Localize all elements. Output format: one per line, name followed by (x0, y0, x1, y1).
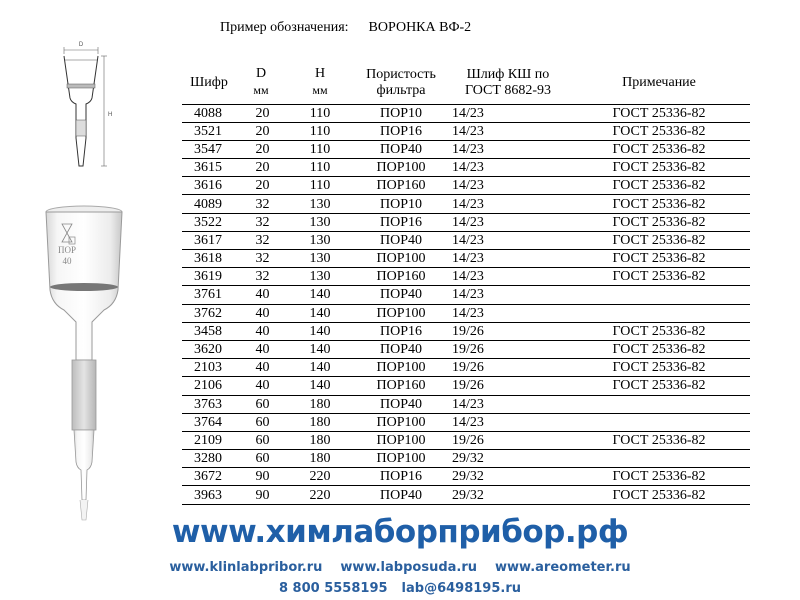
cell-por: ПОР40 (354, 231, 448, 249)
cell-por: ПОР100 (354, 159, 448, 177)
cell-code: 3618 (182, 250, 236, 268)
link-labposuda[interactable]: www.labposuda.ru (340, 560, 478, 575)
cell-code: 4088 (182, 104, 236, 122)
header-porosity-line1: Пористость (366, 66, 436, 82)
cell-h: 220 (286, 468, 354, 486)
cell-por: ПОР16 (354, 213, 448, 231)
example-designation (220, 20, 471, 36)
cell-joint: 19/26 (448, 340, 568, 358)
cell-por: ПОР100 (354, 431, 448, 449)
cell-por: ПОР160 (354, 177, 448, 195)
cell-code: 3620 (182, 340, 236, 358)
cell-d: 32 (236, 268, 286, 286)
cell-por: ПОР16 (354, 322, 448, 340)
cell-code: 2103 (182, 359, 236, 377)
header-h (286, 62, 354, 104)
cell-code: 3619 (182, 268, 236, 286)
table-row (182, 322, 750, 340)
cell-note: ГОСТ 25336-82 (568, 340, 750, 358)
cell-note: ГОСТ 25336-82 (568, 231, 750, 249)
table-header-row (182, 62, 750, 104)
cell-joint: 14/23 (448, 140, 568, 158)
cell-joint: 29/32 (448, 450, 568, 468)
table-row (182, 140, 750, 158)
cell-por: ПОР160 (354, 268, 448, 286)
table-body (182, 104, 750, 504)
cell-h: 140 (286, 340, 354, 358)
cell-d: 20 (236, 159, 286, 177)
cell-por: ПОР16 (354, 468, 448, 486)
cell-code: 3522 (182, 213, 236, 231)
cell-joint: 19/26 (448, 377, 568, 395)
table-row (182, 395, 750, 413)
cell-por: ПОР160 (354, 377, 448, 395)
cell-joint: 19/26 (448, 322, 568, 340)
cell-note: ГОСТ 25336-82 (568, 159, 750, 177)
cell-note (568, 450, 750, 468)
cell-joint: 14/23 (448, 159, 568, 177)
table-row (182, 195, 750, 213)
cell-joint: 14/23 (448, 231, 568, 249)
cell-d: 40 (236, 359, 286, 377)
table-row (182, 431, 750, 449)
cell-por: ПОР100 (354, 359, 448, 377)
cell-d: 20 (236, 122, 286, 140)
dimension-d-label: D (78, 42, 84, 48)
cell-code: 3764 (182, 413, 236, 431)
cell-joint: 14/23 (448, 104, 568, 122)
header-note: Примечание (568, 62, 750, 104)
website-links (0, 560, 800, 575)
cell-h: 220 (286, 486, 354, 504)
table-row (182, 304, 750, 322)
cell-d: 40 (236, 304, 286, 322)
cell-note: ГОСТ 25336-82 (568, 322, 750, 340)
cell-code: 3615 (182, 159, 236, 177)
cell-h: 110 (286, 140, 354, 158)
cell-code: 2109 (182, 431, 236, 449)
cell-joint: 14/23 (448, 395, 568, 413)
cell-por: ПОР100 (354, 250, 448, 268)
cell-d: 32 (236, 231, 286, 249)
cell-code: 3280 (182, 450, 236, 468)
photo-mark-number: 40 (62, 256, 72, 266)
header-d (236, 62, 286, 104)
cell-d: 32 (236, 213, 286, 231)
link-klinlabpribor[interactable]: www.klinlabpribor.ru (169, 560, 323, 575)
cell-note: ГОСТ 25336-82 (568, 431, 750, 449)
cell-note: ГОСТ 25336-82 (568, 468, 750, 486)
cell-code: 3616 (182, 177, 236, 195)
cell-por: ПОР100 (354, 413, 448, 431)
cell-d: 40 (236, 340, 286, 358)
cell-note (568, 395, 750, 413)
phone-number: 8 800 5558195 (278, 581, 388, 596)
cell-h: 130 (286, 268, 354, 286)
cell-h: 140 (286, 304, 354, 322)
cell-note: ГОСТ 25336-82 (568, 177, 750, 195)
table-row (182, 413, 750, 431)
cell-code: 3763 (182, 395, 236, 413)
example-label: Пример обозначения: (220, 20, 349, 35)
cell-joint: 14/23 (448, 268, 568, 286)
cell-h: 180 (286, 395, 354, 413)
cell-note: ГОСТ 25336-82 (568, 104, 750, 122)
header-h-unit: мм (312, 83, 328, 98)
cell-h: 110 (286, 122, 354, 140)
specification-table (182, 62, 750, 505)
table-row (182, 231, 750, 249)
cell-h: 140 (286, 286, 354, 304)
cell-code: 3521 (182, 122, 236, 140)
cell-joint: 14/23 (448, 250, 568, 268)
header-h-symbol: H (314, 66, 326, 82)
cell-code: 3672 (182, 468, 236, 486)
cell-code: 2106 (182, 377, 236, 395)
cell-joint: 14/23 (448, 304, 568, 322)
cell-h: 110 (286, 104, 354, 122)
cell-code: 3762 (182, 304, 236, 322)
cell-d: 20 (236, 140, 286, 158)
cell-joint: 14/23 (448, 286, 568, 304)
cell-d: 20 (236, 177, 286, 195)
cell-code: 3458 (182, 322, 236, 340)
cell-note: ГОСТ 25336-82 (568, 268, 750, 286)
header-d-unit: мм (253, 83, 269, 98)
cell-h: 130 (286, 195, 354, 213)
cell-h: 110 (286, 159, 354, 177)
cell-d: 40 (236, 286, 286, 304)
cell-h: 180 (286, 431, 354, 449)
cell-d: 60 (236, 431, 286, 449)
cell-h: 140 (286, 377, 354, 395)
cell-por: ПОР40 (354, 395, 448, 413)
table-row (182, 268, 750, 286)
table-row (182, 159, 750, 177)
header-porosity (354, 62, 448, 104)
cell-joint: 14/23 (448, 195, 568, 213)
table-row (182, 286, 750, 304)
cell-h: 110 (286, 177, 354, 195)
cell-por: ПОР100 (354, 450, 448, 468)
cell-por: ПОР10 (354, 104, 448, 122)
cell-d: 90 (236, 486, 286, 504)
cell-joint: 14/23 (448, 213, 568, 231)
cell-joint: 19/26 (448, 431, 568, 449)
link-areometer[interactable]: www.areometer.ru (495, 560, 631, 575)
cell-note (568, 286, 750, 304)
cell-note: ГОСТ 25336-82 (568, 195, 750, 213)
cell-code: 3617 (182, 231, 236, 249)
header-joint (448, 62, 568, 104)
cell-note: ГОСТ 25336-82 (568, 213, 750, 231)
cell-joint: 14/23 (448, 177, 568, 195)
header-porosity-line2: фильтра (376, 82, 426, 98)
cell-note: ГОСТ 25336-82 (568, 486, 750, 504)
specification-table-wrapper (182, 62, 750, 505)
cell-d: 60 (236, 413, 286, 431)
table-row (182, 340, 750, 358)
dimension-h-label: H (108, 112, 113, 118)
cell-note: ГОСТ 25336-82 (568, 250, 750, 268)
cell-d: 40 (236, 377, 286, 395)
header-d-symbol: D (255, 66, 267, 82)
header-joint-line2: ГОСТ 8682-93 (464, 82, 552, 98)
table-row (182, 213, 750, 231)
cell-note: ГОСТ 25336-82 (568, 359, 750, 377)
website-main-link[interactable]: www.химлаборприбор.рф (171, 514, 629, 550)
cell-note: ГОСТ 25336-82 (568, 377, 750, 395)
cell-note (568, 413, 750, 431)
cell-h: 180 (286, 450, 354, 468)
cell-por: ПОР100 (354, 304, 448, 322)
cell-h: 130 (286, 250, 354, 268)
table-row (182, 104, 750, 122)
table-row (182, 450, 750, 468)
table-row (182, 377, 750, 395)
cell-por: ПОР40 (354, 340, 448, 358)
cell-por: ПОР40 (354, 140, 448, 158)
cell-joint: 14/23 (448, 122, 568, 140)
cell-h: 140 (286, 322, 354, 340)
cell-d: 32 (236, 195, 286, 213)
cell-joint: 19/26 (448, 359, 568, 377)
cell-por: ПОР10 (354, 195, 448, 213)
cell-por: ПОР40 (354, 486, 448, 504)
cell-joint: 14/23 (448, 413, 568, 431)
cell-por: ПОР40 (354, 286, 448, 304)
cell-joint: 29/32 (448, 486, 568, 504)
product-name: ВОРОНКА ВФ-2 (368, 20, 472, 35)
table-row (182, 250, 750, 268)
table-row (182, 486, 750, 504)
cell-code: 3761 (182, 286, 236, 304)
funnel-schematic (56, 38, 113, 188)
cell-note: ГОСТ 25336-82 (568, 122, 750, 140)
table-row (182, 359, 750, 377)
contacts (0, 581, 800, 596)
cell-h: 180 (286, 413, 354, 431)
cell-code: 3963 (182, 486, 236, 504)
cell-code: 3547 (182, 140, 236, 158)
cell-note: ГОСТ 25336-82 (568, 140, 750, 158)
table-row (182, 122, 750, 140)
photo-mark-por: ПОР (57, 245, 77, 255)
cell-d: 32 (236, 250, 286, 268)
cell-h: 140 (286, 359, 354, 377)
cell-h: 130 (286, 231, 354, 249)
cell-h: 130 (286, 213, 354, 231)
cell-code: 4089 (182, 195, 236, 213)
table-row (182, 468, 750, 486)
cell-d: 20 (236, 104, 286, 122)
header-code: Шифр (182, 62, 236, 104)
cell-d: 60 (236, 450, 286, 468)
cell-por: ПОР16 (354, 122, 448, 140)
cell-note (568, 304, 750, 322)
cell-d: 60 (236, 395, 286, 413)
cell-d: 90 (236, 468, 286, 486)
cell-d: 40 (236, 322, 286, 340)
header-joint-line1: Шлиф КШ по (466, 66, 550, 82)
cell-joint: 29/32 (448, 468, 568, 486)
table-row (182, 177, 750, 195)
email-address[interactable]: lab@6498195.ru (401, 581, 522, 596)
